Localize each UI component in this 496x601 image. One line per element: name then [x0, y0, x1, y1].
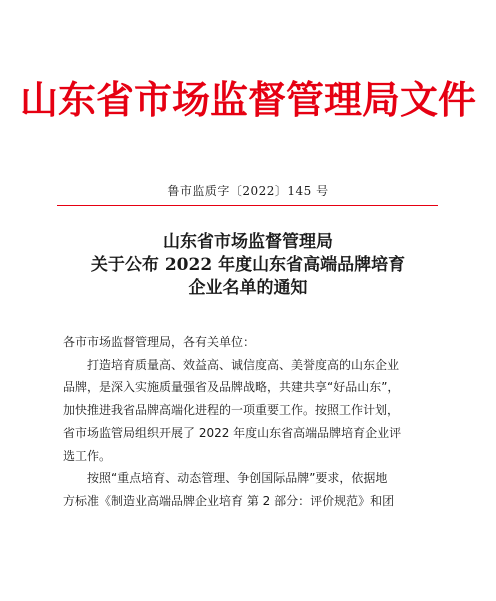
- paragraph-2-line: 方标准《制造业高端品牌企业培育 第 2 部分：评价规范》和团: [63, 493, 395, 508]
- salutation: 各市市场监督管理局，各有关单位：: [63, 335, 256, 349]
- title-line-1: 山东省市场监督管理局: [163, 232, 333, 252]
- red-header-title: 山东省市场监督管理局文件: [19, 77, 476, 122]
- notice-title: [0, 231, 496, 300]
- paragraph-1-line: 省市场监管局组织开展了 2022 年度山东省高端品牌培育企业评: [63, 425, 402, 440]
- title-line-2: 关于公布 2022 年度山东省高端品牌培育: [90, 255, 406, 275]
- paragraph-1-line: 选工作。: [63, 448, 112, 463]
- paragraph-1-line: 加快推进我省品牌高端化进程的一项重要工作。按照工作计划，: [63, 403, 400, 418]
- body-text: [63, 331, 438, 513]
- paragraph-2-line: 按照“重点培育、动态管理、争创国际品牌”要求，依据地: [87, 471, 388, 486]
- document-number: 鲁市监质字〔2022〕145 号: [167, 184, 329, 198]
- paragraph-1-line: 打造培育质量高、效益高、诚信度高、美誉度高的山东企业: [87, 357, 400, 372]
- red-divider-line: [57, 205, 438, 206]
- paragraph-1-line: 品牌，是深入实施质量强省及品牌战略，共建共享“好品山东”，: [63, 380, 400, 395]
- title-line-3: 企业名单的通知: [188, 278, 308, 298]
